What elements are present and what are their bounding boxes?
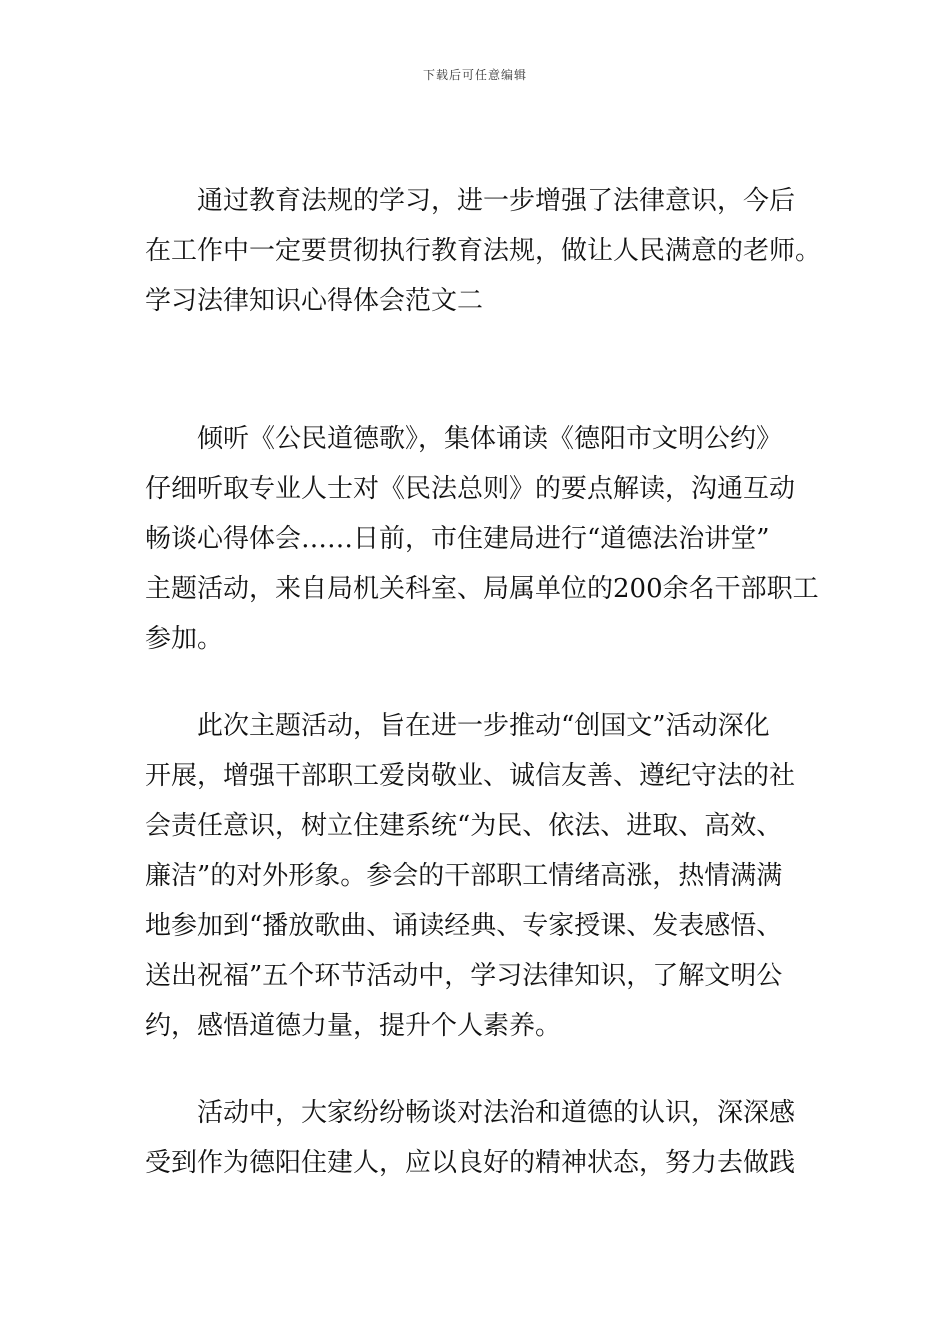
text-line: 主题活动，来自局机关科室、局属单位的200余名干部职工 (145, 574, 819, 604)
text-line: 地参加到“播放歌曲、诵读经典、专家授课、发表感悟、 (145, 911, 783, 941)
paragraph-3 (145, 701, 809, 1051)
text-line: 开展，增强干部职工爱岗敬业、诚信友善、遵纪守法的社 (145, 761, 796, 791)
page-header: 下载后可任意编辑 (422, 68, 527, 82)
text-line: 参加。 (145, 624, 224, 654)
text-line: 仔细听取专业人士对《民法总则》的要点解读，沟通互动 (145, 474, 796, 504)
paragraph-spacer (145, 1051, 809, 1088)
paragraph-1 (145, 176, 822, 326)
text-line: 会责任意识，树立住建系统“为民、依法、进取、高效、 (145, 811, 783, 841)
text-line: 此次主题活动，旨在进一步推动“创国文”活动深化 (197, 711, 770, 741)
text-line: 受到作为德阳住建人，应以良好的精神状态，努力去做践 (145, 1148, 796, 1178)
section-heading: 学习法律知识心得体会范文二 (145, 286, 484, 316)
text-line: 活动中，大家纷纷畅谈对法治和道德的认识，深深感 (197, 1098, 796, 1128)
text-line: 廉洁”的对外形象。参会的干部职工情绪高涨，热情满满 (145, 861, 783, 891)
text-line: 通过教育法规的学习，进一步增强了法律意识，今后 (197, 186, 796, 216)
paragraph-spacer (145, 664, 809, 701)
document-body (145, 176, 822, 1188)
text-line: 畅谈心得体会……日前，市住建局进行“道德法治讲堂” (145, 524, 770, 554)
paragraph-2 (145, 414, 819, 664)
paragraph-spacer (145, 326, 809, 414)
paragraph-4 (145, 1088, 809, 1188)
text-line: 倾听《公民道德歌》，集体诵读《德阳市文明公约》 (197, 424, 783, 454)
text-line: 约，感悟道德力量，提升个人素养。 (145, 1011, 562, 1041)
text-line: 送出祝福”五个环节活动中，学习法律知识，了解文明公 (145, 961, 783, 991)
text-line: 在工作中一定要贯彻执行教育法规，做让人民满意的老师。 (145, 236, 822, 266)
